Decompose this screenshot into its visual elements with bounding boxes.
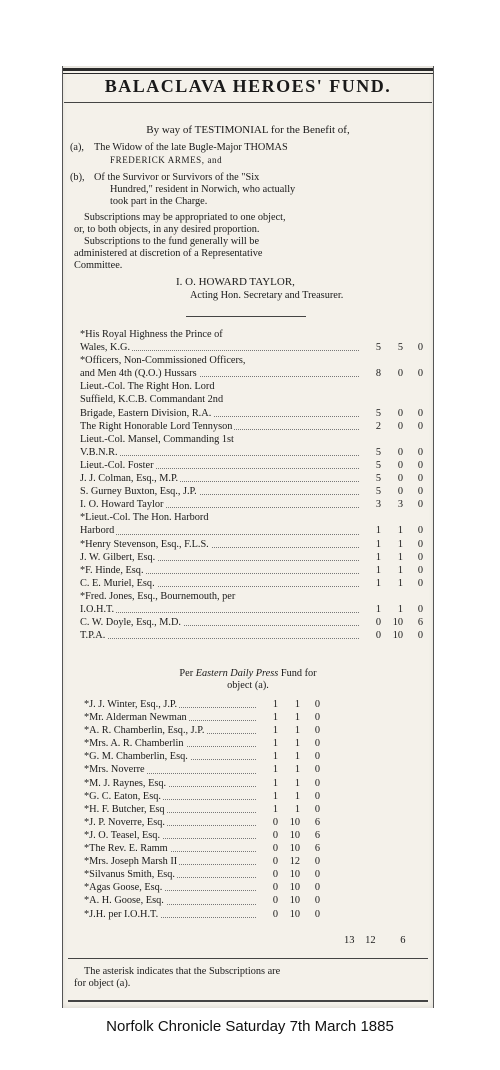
amount-pence: 0 xyxy=(314,908,320,920)
footnote-rule xyxy=(68,958,428,959)
list-item xyxy=(80,538,425,551)
list-item xyxy=(84,698,322,711)
subscriber-name: *Mr. Alderman Newman xyxy=(84,712,187,724)
amount-shillings: 1 xyxy=(294,777,300,789)
subscriber-name: *Mrs. Noverre xyxy=(84,764,145,776)
subscriber-name: and Men 4th (Q.O.) Hussars xyxy=(80,368,197,380)
amount-pence: 0 xyxy=(417,420,423,432)
amount-pounds: 0 xyxy=(272,816,278,828)
list-item xyxy=(80,407,425,420)
list-item xyxy=(80,485,425,498)
intro-line: By way of TESTIMONIAL for the Benefit of, xyxy=(146,124,350,136)
subscriber-name: Lieut.-Col. The Right Hon. Lord xyxy=(80,381,215,393)
list-item xyxy=(84,816,322,829)
amount-shillings: 1 xyxy=(294,790,300,802)
subscriber-name: Wales, K.G. xyxy=(80,342,131,354)
amount-pounds: 1 xyxy=(375,551,381,563)
footnote-line2: for object (a). xyxy=(74,978,131,989)
subscriber-name: I. O. Howard Taylor xyxy=(80,499,164,511)
amount-pounds: 0 xyxy=(375,630,381,642)
amount-pounds: 0 xyxy=(272,895,278,907)
amount-shillings: 1 xyxy=(397,538,403,550)
object-b-label: (b), xyxy=(70,172,85,183)
list-item xyxy=(84,829,322,842)
amount-pence: 0 xyxy=(314,869,320,881)
subscriber-name: *J. O. Teasel, Esq. xyxy=(84,829,161,841)
amount-pence: 0 xyxy=(417,446,423,458)
amount-pence: 6 xyxy=(417,617,423,629)
subscriber-name: *A. H. Goose, Esq. xyxy=(84,895,164,907)
amount-pence: 0 xyxy=(417,630,423,642)
subscriber-name: J. J. Colman, Esq., M.P. xyxy=(80,473,179,485)
amount-pounds: 0 xyxy=(272,856,278,868)
subscriber-name: *Silvanus Smith, Esq. xyxy=(84,869,175,881)
object-a-line2: FREDERICK ARMES, and xyxy=(110,155,223,165)
list-item xyxy=(80,498,425,511)
amount-pounds: 2 xyxy=(375,420,381,432)
amount-shillings: 1 xyxy=(397,525,403,537)
amount-shillings: 10 xyxy=(392,617,403,629)
newspaper-clipping xyxy=(62,66,434,1008)
list-item xyxy=(84,711,322,724)
list-item xyxy=(80,420,425,433)
subscriber-name: Suffield, K.C.B. Commandant 2nd xyxy=(80,394,224,406)
top-rule-thick xyxy=(62,68,434,71)
amount-shillings: 0 xyxy=(397,368,403,380)
amount-pounds: 0 xyxy=(272,908,278,920)
subscriber-name: *Mrs. Joseph Marsh II xyxy=(84,856,178,868)
list-item xyxy=(80,446,425,459)
subscriber-name: *G. M. Chamberlin, Esq. xyxy=(84,751,188,763)
subscriber-name: V.B.N.R. xyxy=(80,446,118,458)
subscriber-name: T.P.A. xyxy=(80,630,106,642)
list-item xyxy=(80,328,425,341)
list-item xyxy=(80,354,425,367)
amount-pounds: 0 xyxy=(375,617,381,629)
amount-pounds: 0 xyxy=(272,843,278,855)
amount-pounds: 5 xyxy=(375,486,381,498)
amount-pounds: 1 xyxy=(272,777,278,789)
amount-pounds: 5 xyxy=(375,342,381,354)
subscriber-name: Harbord xyxy=(80,525,115,537)
leader-dots xyxy=(80,534,359,535)
amount-pounds: 1 xyxy=(272,803,278,815)
secretary-name: I. O. HOWARD TAYLOR, xyxy=(176,276,295,288)
amount-pounds: 1 xyxy=(375,577,381,589)
amount-pence: 0 xyxy=(314,751,320,763)
list-item xyxy=(84,855,322,868)
amount-shillings: 0 xyxy=(397,446,403,458)
amount-shillings: 5 xyxy=(397,342,403,354)
grand-total xyxy=(344,935,414,946)
list-item xyxy=(80,629,425,642)
title-rule xyxy=(64,102,432,103)
amount-pence: 6 xyxy=(314,816,320,828)
column-rule-left xyxy=(62,66,63,1008)
press-fund-subheading: object (a). xyxy=(227,680,269,691)
amount-shillings: 1 xyxy=(397,564,403,576)
amount-shillings: 10 xyxy=(289,908,300,920)
amount-shillings: 12 xyxy=(289,856,300,868)
amount-pence: 0 xyxy=(417,525,423,537)
subscriber-name: Brigade, Eastern Division, R.A. xyxy=(80,407,212,419)
amount-shillings: 1 xyxy=(294,738,300,750)
secretary-title: Acting Hon. Secretary and Treasurer. xyxy=(190,290,344,301)
object-a-line1: The Widow of the late Bugle-Major THOMAS xyxy=(94,142,288,153)
amount-shillings: 1 xyxy=(294,764,300,776)
subscriber-name: *J.H. per I.O.H.T. xyxy=(84,908,159,920)
list-item xyxy=(84,881,322,894)
list-item xyxy=(80,577,425,590)
amount-pounds: 1 xyxy=(375,525,381,537)
amount-pounds: 8 xyxy=(375,368,381,380)
subscriber-name: *Fred. Jones, Esq., Bournemouth, per xyxy=(80,590,236,602)
subscriber-name: C. E. Muriel, Esq. xyxy=(80,577,155,589)
subscriber-name: *Officers, Non-Commissioned Officers, xyxy=(80,355,246,367)
amount-pence: 0 xyxy=(314,738,320,750)
amount-pence: 0 xyxy=(314,790,320,802)
subscriber-name: *The Rev. E. Ramm xyxy=(84,843,168,855)
amount-pence: 0 xyxy=(417,538,423,550)
amount-pence: 0 xyxy=(417,499,423,511)
amount-shillings: 1 xyxy=(294,751,300,763)
total-pounds: 13 xyxy=(344,935,355,946)
subscriber-name: *Mrs. A. R. Chamberlin xyxy=(84,738,184,750)
para1-line1: Subscriptions may be appropriated to one object, xyxy=(84,212,286,223)
subscriber-name: Lieut.-Col. Foster xyxy=(80,459,154,471)
list-item xyxy=(80,511,425,524)
amount-shillings: 10 xyxy=(392,630,403,642)
list-item xyxy=(84,763,322,776)
amount-pounds: 0 xyxy=(272,869,278,881)
amount-pounds: 1 xyxy=(375,603,381,615)
list-item xyxy=(84,868,322,881)
para1-line2: or, to both objects, in any desired proportion. xyxy=(74,224,260,235)
amount-pounds: 1 xyxy=(272,712,278,724)
amount-pence: 0 xyxy=(417,486,423,498)
amount-shillings: 0 xyxy=(397,420,403,432)
leader-dots xyxy=(80,455,359,456)
subscriber-name: *M. J. Raynes, Esq. xyxy=(84,777,167,789)
amount-pence: 0 xyxy=(314,764,320,776)
subscriber-name: *H. F. Butcher, Esq xyxy=(84,803,165,815)
amount-pounds: 5 xyxy=(375,459,381,471)
list-item xyxy=(80,433,425,446)
amount-pence: 0 xyxy=(417,564,423,576)
subscriber-name: *Henry Stevenson, Esq., F.L.S. xyxy=(80,538,209,550)
amount-pence: 0 xyxy=(417,368,423,380)
amount-pence: 0 xyxy=(314,725,320,737)
subscriber-name: *His Royal Highness the Prince of xyxy=(80,329,223,340)
para2-line1: Subscriptions to the fund generally will be xyxy=(84,236,260,247)
amount-pence: 0 xyxy=(417,342,423,354)
subscriber-name: C. W. Doyle, Esq., M.D. xyxy=(80,617,181,629)
footnote-line1: The asterisk indicates that the Subscriptions are xyxy=(84,966,281,977)
amount-pounds: 5 xyxy=(375,446,381,458)
total-shillings: 12 xyxy=(365,935,376,946)
list-item xyxy=(80,564,425,577)
amount-shillings: 1 xyxy=(397,551,403,563)
list-item xyxy=(84,803,322,816)
amount-shillings: 0 xyxy=(397,459,403,471)
list-item xyxy=(80,603,425,616)
amount-pence: 0 xyxy=(314,777,320,789)
column-rule-right xyxy=(433,66,434,1008)
amount-shillings: 10 xyxy=(289,843,300,855)
amount-pounds: 1 xyxy=(272,751,278,763)
list-item xyxy=(84,908,322,921)
list-item xyxy=(84,777,322,790)
amount-pounds: 5 xyxy=(375,473,381,485)
para2-line3: Committee. xyxy=(74,260,123,271)
amount-shillings: 1 xyxy=(397,577,403,589)
amount-pence: 0 xyxy=(314,856,320,868)
amount-shillings: 1 xyxy=(294,712,300,724)
subscription-list xyxy=(80,328,425,642)
top-rule-thin xyxy=(62,73,434,74)
amount-shillings: 1 xyxy=(294,725,300,737)
object-b-line2: Hundred," resident in Norwich, who actually xyxy=(110,184,296,195)
list-item xyxy=(80,472,425,485)
amount-pence: 6 xyxy=(314,829,320,841)
amount-shillings: 3 xyxy=(397,499,403,511)
list-item xyxy=(80,616,425,629)
amount-shillings: 10 xyxy=(289,816,300,828)
amount-pence: 0 xyxy=(417,459,423,471)
leader-dots xyxy=(80,638,359,639)
press-fund-heading: Per Eastern Daily Press Fund for xyxy=(179,668,317,679)
list-item xyxy=(80,524,425,537)
amount-pounds: 1 xyxy=(272,738,278,750)
amount-pence: 0 xyxy=(417,473,423,485)
amount-pence: 0 xyxy=(417,603,423,615)
object-b-line1: Of the Survivor or Survivors of the "Six xyxy=(94,172,260,183)
subscriber-name: S. Gurney Buxton, Esq., J.P. xyxy=(80,486,197,498)
amount-pounds: 0 xyxy=(272,829,278,841)
amount-shillings: 1 xyxy=(294,699,300,710)
subscriber-name: J. W. Gilbert, Esq. xyxy=(80,551,156,563)
list-item xyxy=(84,790,322,803)
subscriber-name: *G. C. Eaton, Esq. xyxy=(84,790,161,802)
list-item xyxy=(84,724,322,737)
subscriber-name: The Right Honorable Lord Tennyson xyxy=(80,420,233,432)
amount-pence: 0 xyxy=(314,699,320,710)
object-a-label: (a), xyxy=(70,142,85,153)
subscriber-name: *F. Hinde, Esq. xyxy=(80,564,144,576)
amount-pounds: 1 xyxy=(272,699,278,710)
amount-pence: 0 xyxy=(417,577,423,589)
amount-shillings: 1 xyxy=(397,603,403,615)
list-item xyxy=(80,459,425,472)
list-item xyxy=(84,750,322,763)
amount-shillings: 0 xyxy=(397,486,403,498)
amount-pounds: 1 xyxy=(375,564,381,576)
amount-pence: 0 xyxy=(314,895,320,907)
object-b-line3: took part in the Charge. xyxy=(110,196,208,207)
amount-pence: 6 xyxy=(314,843,320,855)
amount-shillings: 0 xyxy=(397,407,403,419)
amount-shillings: 1 xyxy=(294,803,300,815)
amount-pence: 0 xyxy=(417,407,423,419)
amount-shillings: 10 xyxy=(289,882,300,894)
amount-pounds: 5 xyxy=(375,407,381,419)
amount-pounds: 0 xyxy=(272,882,278,894)
subscriber-name: *J. P. Noverre, Esq. xyxy=(84,816,165,828)
subscriber-name: *Agas Goose, Esq. xyxy=(84,882,163,894)
total-pence: 6 xyxy=(400,935,406,946)
amount-pence: 0 xyxy=(314,803,320,815)
clipping-title: BALACLAVA HEROES' FUND. xyxy=(104,76,392,96)
leader-dots xyxy=(80,612,359,613)
amount-shillings: 10 xyxy=(289,829,300,841)
amount-pounds: 1 xyxy=(272,725,278,737)
amount-pence: 0 xyxy=(417,551,423,563)
section-rule xyxy=(186,316,306,317)
para2-line2: administered at discretion of a Representative xyxy=(74,248,263,259)
list-item xyxy=(80,367,425,380)
subscriber-name: Lieut.-Col. Mansel, Commanding 1st xyxy=(80,433,234,445)
bottom-rule xyxy=(68,1000,428,1002)
subscriber-name: *Lieut.-Col. The Hon. Harbord xyxy=(80,512,209,524)
list-item xyxy=(80,551,425,564)
press-subscription-list xyxy=(84,698,322,921)
image-caption: Norfolk Chronicle Saturday 7th March 1885 xyxy=(106,1018,394,1035)
list-item xyxy=(80,341,425,354)
amount-pence: 0 xyxy=(314,712,320,724)
list-item xyxy=(84,842,322,855)
subscriber-name: I.O.H.T. xyxy=(80,603,115,615)
amount-shillings: 0 xyxy=(397,473,403,485)
list-item xyxy=(84,894,322,907)
amount-pence: 0 xyxy=(314,882,320,894)
list-item xyxy=(80,590,425,603)
amount-shillings: 10 xyxy=(289,895,300,907)
list-item xyxy=(84,737,322,750)
amount-pounds: 1 xyxy=(272,764,278,776)
list-item xyxy=(80,393,425,406)
subscriber-name: *A. R. Chamberlin, Esq., J.P. xyxy=(84,725,205,737)
amount-shillings: 10 xyxy=(289,869,300,881)
amount-pounds: 1 xyxy=(272,790,278,802)
amount-pounds: 1 xyxy=(375,538,381,550)
list-item xyxy=(80,380,425,393)
subscriber-name: *J. J. Winter, Esq., J.P. xyxy=(84,699,178,710)
amount-pounds: 3 xyxy=(375,499,381,511)
